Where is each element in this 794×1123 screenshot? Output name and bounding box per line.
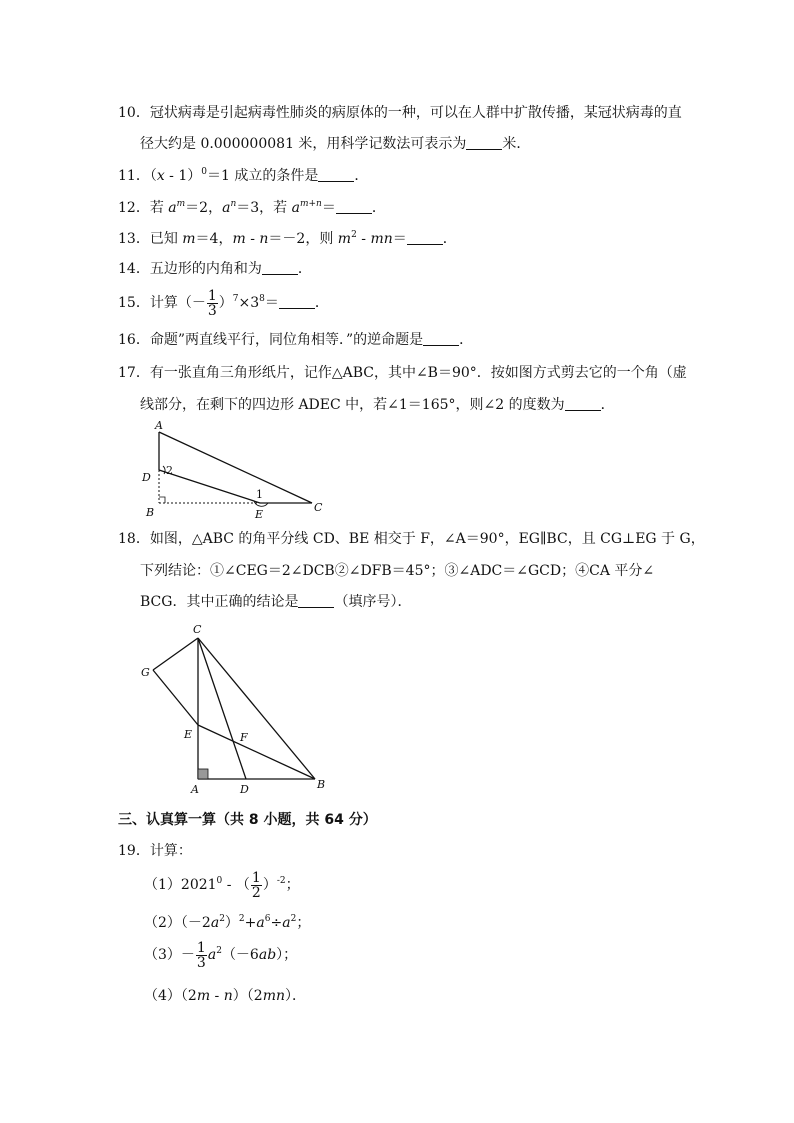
q18-text: BCG．其中正确的结论是: [140, 594, 299, 610]
q14-text: 14．五边形的内角和为: [118, 261, 262, 277]
exponent: 8: [259, 294, 265, 304]
segment-CB: [198, 638, 315, 779]
question-17-line1: 17．有一张直角三角形纸片，记作△ABC，其中∠B＝90°．按如图方式剪去它的一个角（虚: [118, 365, 687, 381]
label-D: D: [240, 783, 249, 796]
q19-text: -: [210, 988, 224, 1004]
exponent: -2: [276, 876, 286, 886]
q11-text: 11．（: [118, 168, 157, 184]
q17-end: ．: [600, 397, 615, 413]
exponent: 2: [351, 230, 357, 240]
section-3-heading: 三、认真算一算（共 8 小题，共 64 分）: [118, 812, 377, 828]
question-19-part-4: [144, 986, 306, 1006]
var-a: a: [222, 200, 231, 216]
label-B: B: [317, 778, 326, 791]
segment-GC: [153, 638, 198, 670]
segment-EB: [198, 725, 315, 779]
q19-text: - （: [222, 877, 250, 893]
exponent: 2: [219, 914, 225, 924]
segment-GE: [153, 670, 198, 725]
exponent: 2: [216, 946, 222, 956]
q11-text: ＝1 成立的条件是: [207, 168, 319, 184]
q12-text: 12．若: [118, 200, 169, 216]
question-19-title: 19．计算：: [118, 843, 192, 859]
q19-text: ）；: [276, 947, 298, 963]
q19-text: ；: [296, 915, 311, 931]
var-m: m: [182, 231, 196, 247]
fraction: [196, 941, 207, 970]
q12-text: ＝2，: [185, 200, 223, 216]
q13-end: ．: [442, 231, 457, 247]
var-x: x: [156, 168, 165, 184]
q19-text: （2）（－2: [144, 915, 211, 931]
question-19-part-1: [144, 868, 300, 902]
var-a: a: [256, 915, 265, 931]
var-n: n: [223, 988, 233, 1004]
q19-text: ）．: [285, 988, 306, 1004]
label-G: G: [141, 666, 150, 679]
q13-text: ＝－2，则: [268, 231, 338, 247]
q19-text: ）: [224, 915, 239, 931]
label-D: D: [142, 471, 151, 484]
var-mn: mn: [262, 988, 285, 1004]
label-E: E: [255, 508, 264, 521]
var-a: a: [291, 200, 300, 216]
var-m: m: [196, 988, 211, 1004]
q16-text: 16．命题”两直线平行，同位角相等．”的逆命题是: [118, 332, 424, 348]
q15-end: ．: [314, 295, 329, 311]
label-E: E: [184, 728, 193, 741]
q15-text: ）: [218, 295, 233, 311]
var-a: a: [168, 200, 177, 216]
q16-end: ．: [459, 332, 474, 348]
question-19-part-2: [144, 913, 310, 933]
exponent: 0: [216, 876, 223, 886]
right-angle-mark: [198, 769, 208, 779]
label-A: A: [155, 419, 163, 432]
exponent: m: [176, 199, 186, 209]
q13-text: 13．已知: [118, 231, 183, 247]
q15-text: 15．计算（－: [118, 295, 206, 311]
q19-text: +: [244, 915, 257, 931]
label-angle-2: 2: [166, 464, 173, 477]
q18-end: （填序号）．: [334, 594, 412, 610]
question-19-part-3: [144, 938, 297, 972]
numerator: 1: [251, 869, 261, 886]
q10-end: 米．: [502, 136, 531, 152]
var-m: m: [337, 231, 352, 247]
numerator: 1: [196, 939, 206, 956]
var-n: n: [259, 231, 269, 247]
label-B: B: [146, 506, 155, 519]
var-ab: ab: [258, 947, 277, 963]
denominator: 3: [207, 302, 217, 319]
var-a: a: [210, 915, 220, 931]
q12-text: ＝3，若: [236, 200, 292, 216]
q19-text: （4）（2: [144, 988, 197, 1004]
segment-CD: [198, 638, 246, 779]
exponent: 6: [264, 914, 271, 924]
exponent: 0: [201, 167, 208, 177]
exponent: 2: [238, 914, 245, 924]
q11-end: ．: [354, 168, 369, 184]
q13-text: -: [356, 231, 371, 247]
q12-text: ＝: [321, 200, 336, 216]
q13-text: ＝4，: [195, 231, 233, 247]
q19-text: （1）2021: [144, 877, 217, 893]
numerator: 1: [207, 287, 217, 304]
q11-text: - 1）: [164, 168, 202, 184]
q19-text: ；: [285, 877, 300, 893]
q19-text: （－6: [221, 947, 259, 963]
q13-text: ＝: [392, 231, 407, 247]
question-18-line2: 下列结论：①∠CEG＝2∠DCB②∠DFB＝45°；③∠ADC＝∠GCD；④CA 平分∠: [140, 563, 655, 579]
q15-text: ×3: [238, 295, 260, 311]
q19-text: ）（2: [232, 988, 263, 1004]
label-C: C: [314, 501, 323, 514]
exponent: 2: [290, 914, 297, 924]
label-angle-1: 1: [256, 488, 263, 501]
denominator: 3: [196, 954, 206, 971]
exponent: 7: [232, 294, 239, 304]
q19-text: ÷: [270, 915, 283, 931]
var-mn: mn: [370, 231, 393, 247]
q15-text: ＝: [264, 295, 279, 311]
question-10-line1: 10．冠状病毒是引起病毒性肺炎的病原体的一种，可以在人群中扩散传播，某冠状病毒的直: [118, 105, 682, 121]
var-a: a: [282, 915, 291, 931]
q13-text: -: [245, 231, 260, 247]
label-C: C: [193, 623, 202, 636]
denominator: 2: [251, 884, 261, 901]
label-A: A: [191, 783, 199, 796]
label-F: F: [240, 731, 248, 744]
q12-end: ．: [371, 200, 386, 216]
q19-text: （3）－: [144, 947, 195, 963]
var-m: m: [232, 231, 246, 247]
exponent: n: [230, 199, 237, 209]
question-18-line1: 18．如图，△ABC 的角平分线 CD、BE 相交于 F，∠A＝90°，EG∥BC，且 CG⊥EG 于 G，: [118, 531, 705, 547]
q14-end: ．: [297, 261, 312, 277]
fraction: [251, 871, 262, 900]
q17-text: 线部分，在剩下的四边形 ADEC 中，若∠1＝165°，则∠2 的度数为: [140, 397, 565, 413]
q19-text: ）: [262, 877, 277, 893]
q10-text: 径大约是 0.000000081 米，用科学记数法可表示为: [140, 136, 467, 152]
var-a: a: [207, 947, 217, 963]
exponent: m+n: [299, 199, 322, 209]
